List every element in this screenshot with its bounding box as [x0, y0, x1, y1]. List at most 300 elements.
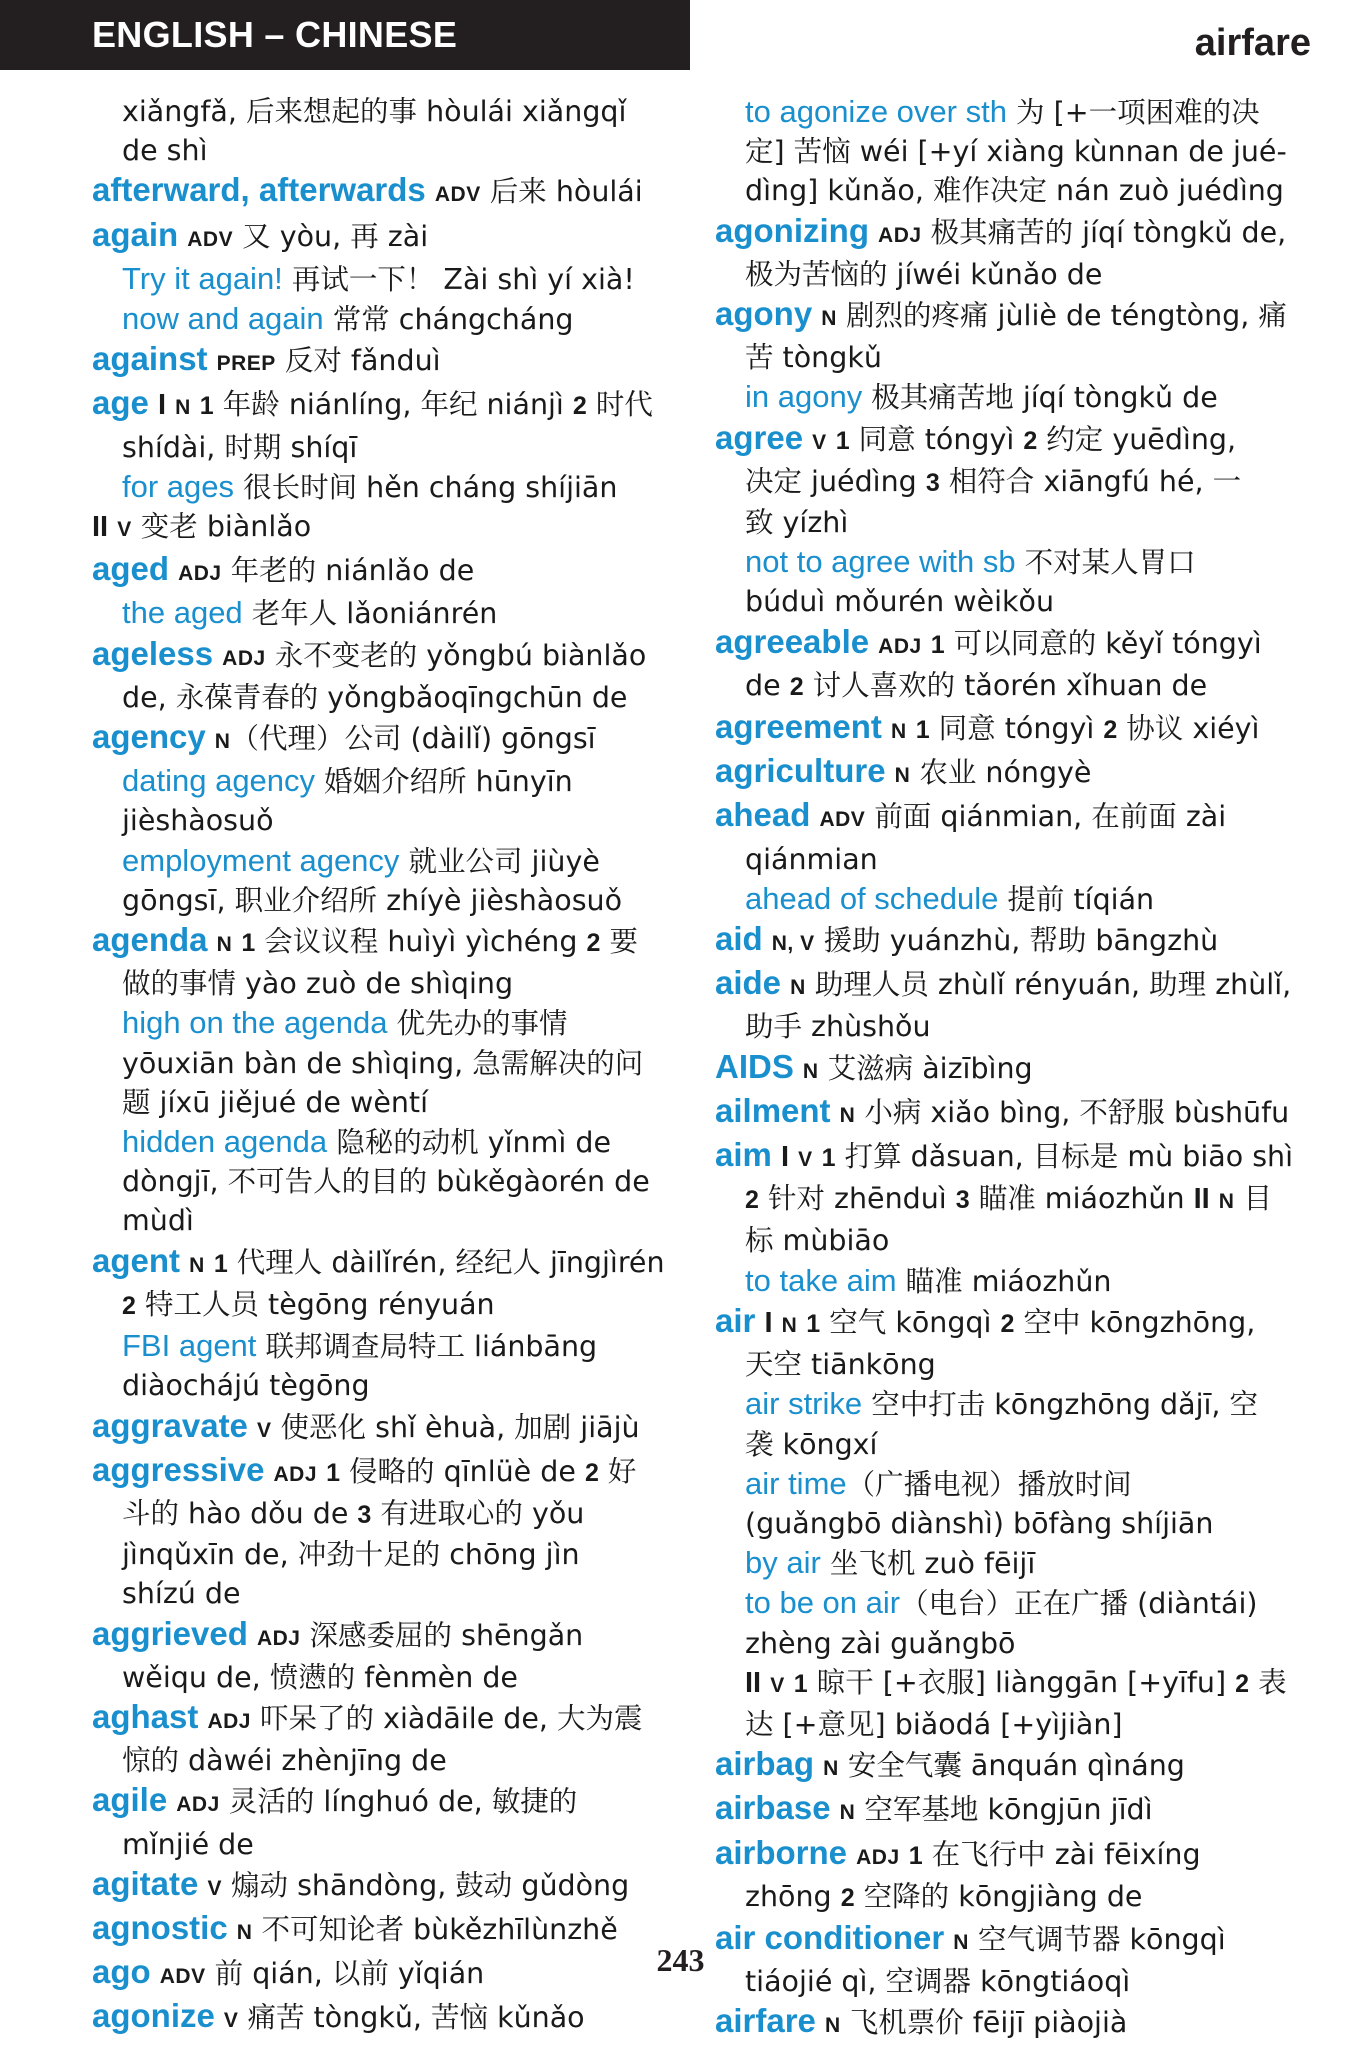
definition-text: 农业 nóngyè — [910, 756, 1092, 790]
definition-text — [803, 423, 812, 456]
dictionary-entry — [715, 795, 1325, 839]
definition-text: xiǎngfǎ, 后来想起的事 hòulái xiǎngqǐ — [122, 95, 627, 128]
dictionary-entry — [715, 2001, 1325, 2045]
definition-text: 惊的 dàwéi zhènjīng de — [122, 1744, 447, 1778]
part-of-speech: V — [207, 1876, 222, 1900]
dictionary-entry — [715, 1091, 1325, 1135]
part-of-speech: V — [223, 2009, 239, 2033]
definition-text — [763, 924, 772, 957]
definition-text: gōngsī, 职业介绍所 zhíyè jièshàosuǒ — [122, 883, 623, 917]
entry-continuation — [715, 1179, 1325, 1221]
part-of-speech: N — [790, 976, 806, 1000]
phrase-term: to take aim — [745, 1262, 897, 1298]
entry-continuation — [715, 1877, 1325, 1918]
definition-text — [208, 344, 217, 377]
entry-continuation — [92, 1162, 692, 1201]
part-of-speech: ADJ — [178, 562, 222, 586]
sense-number: 2 — [840, 1883, 855, 1912]
definition-text: de shì — [122, 134, 208, 168]
definition-text — [816, 2006, 825, 2039]
part-of-speech: N — [823, 1757, 839, 1781]
entry-continuation — [715, 666, 1325, 707]
definition-text — [317, 1455, 326, 1488]
definition-text: 特工人员 tègōng rényuán — [135, 1287, 495, 1321]
entry-continuation — [92, 428, 692, 467]
sense-number: 1 — [793, 1669, 808, 1698]
headword: agent — [92, 1241, 181, 1279]
dictionary-entry — [92, 215, 692, 259]
sense-number: 3 — [357, 1500, 372, 1529]
definition-text: 深感委屈的 shēngǎn — [300, 1618, 584, 1652]
definition-text: 相符合 xiāngfú hé, 一 — [939, 464, 1242, 498]
dictionary-entry — [92, 1780, 692, 1824]
definition-text: 空气调节器 kōngqì — [968, 1922, 1226, 1956]
definition-text — [789, 1140, 798, 1173]
headword: agriculture — [715, 752, 886, 790]
phrase-term: for ages — [122, 468, 235, 504]
definition-text — [206, 722, 215, 755]
entry-continuation — [715, 582, 1325, 621]
entry-continuation — [715, 171, 1325, 210]
definition-text: 后来 hòulái — [480, 175, 643, 209]
part-of-speech: ADJ — [176, 1793, 220, 1817]
definition-text — [248, 1411, 257, 1444]
entry-continuation — [715, 1663, 1325, 1705]
entry-continuation — [715, 462, 1325, 503]
part-of-speech: ADJ — [273, 1462, 318, 1486]
dictionary-entry — [715, 919, 1325, 963]
part-of-speech: N — [214, 730, 231, 754]
part-of-speech: N — [894, 764, 911, 788]
definition-text: 题 jíxū jiějué de wèntí — [122, 1085, 429, 1119]
entry-continuation — [92, 881, 692, 920]
part-of-speech: N — [236, 1920, 253, 1944]
definition-text: tiáojié qì, 空调器 kōngtiáoqì — [745, 1965, 1131, 1999]
entry-continuation — [715, 1425, 1325, 1464]
headword: airbag — [715, 1745, 815, 1783]
entry-continuation — [92, 1535, 692, 1574]
definition-text: 不可知论者 bùkězhīlùnzhě — [252, 1912, 618, 1946]
definition-text — [781, 968, 790, 1001]
headword: aggravate — [92, 1406, 248, 1444]
headword: afterward, afterwards — [92, 171, 426, 209]
entry-phrase — [92, 761, 692, 801]
definition-text: 做的事情 yào zuò de shìqing — [122, 967, 514, 1001]
definition-text: 时代 — [586, 388, 653, 422]
part-of-speech: V — [770, 1673, 785, 1697]
entry-continuation — [92, 1366, 692, 1405]
sense-number: 2 — [745, 1186, 759, 1215]
sense-number: 1 — [835, 426, 850, 455]
entry-phrase — [715, 879, 1325, 919]
phrase-term: air strike — [745, 1386, 863, 1422]
definition-text — [814, 1749, 823, 1782]
definition-text: 表 — [1249, 1665, 1287, 1699]
part-of-speech: ADV — [434, 183, 481, 207]
sense-number: 1 — [241, 929, 256, 958]
definition-text: yōuxiān bàn de shìqing, 急需解决的问 — [122, 1046, 644, 1080]
definition-text: 有进取心的 yǒu — [371, 1496, 585, 1530]
entry-continuation — [92, 92, 692, 131]
definition-text: 空军基地 kōngjūn jīdì — [855, 1793, 1153, 1827]
definition-text: 针对 zhēnduì — [758, 1182, 956, 1216]
part-of-speech: N — [824, 2014, 841, 2038]
definition-text: 约定 yuēdìng, — [1037, 422, 1237, 456]
definition-text — [813, 1140, 822, 1173]
entry-phrase — [92, 1122, 692, 1162]
part-of-speech: ADJ — [856, 1845, 900, 1869]
definition-text: 永不变老的 yǒngbú biànlǎo — [265, 638, 647, 672]
entry-continuation — [92, 1083, 692, 1122]
phrase-term: ahead of schedule — [745, 880, 999, 916]
definition-text: 打算 dǎsuan, 目标是 mù biāo shì — [835, 1140, 1294, 1174]
part-of-speech: ADV — [819, 808, 866, 832]
definition-text — [167, 1785, 176, 1818]
definition-text — [215, 2001, 224, 2034]
sense-number: 2 — [584, 1458, 599, 1487]
definition-text: 极其痛苦的 jíqí tòngkǔ de, — [921, 215, 1287, 249]
definition-text — [827, 423, 836, 456]
definition-text — [831, 1793, 840, 1826]
definition-text: 讨人喜欢的 tǎorén xǐhuan de — [803, 668, 1208, 702]
part-of-speech: ADV — [187, 227, 234, 251]
definition-text: 安全气囊 ānquán qìnáng — [838, 1749, 1185, 1783]
definition-text: 好 — [598, 1454, 637, 1488]
entry-continuation — [715, 1221, 1325, 1260]
definition-text — [869, 216, 878, 249]
headword: ailment — [715, 1091, 831, 1129]
entry-continuation — [715, 503, 1325, 542]
definition-text: 不对某人胃口 — [1015, 546, 1196, 580]
part-of-speech: PREP — [216, 352, 276, 376]
headword: airfare — [715, 2002, 816, 2040]
phrase-term: hidden agenda — [122, 1124, 328, 1160]
part-of-speech: N — [1218, 1190, 1235, 1214]
definition-text — [831, 1096, 840, 1129]
definition-text: 反对 fǎnduì — [275, 344, 441, 378]
dictionary-entry — [715, 1788, 1325, 1832]
dictionary-entry — [92, 717, 692, 761]
dictionary-entry — [92, 507, 692, 549]
sense-number: 3 — [955, 1186, 970, 1215]
definition-text: 天空 tiānkōng — [745, 1348, 936, 1382]
headword: agency — [92, 718, 206, 756]
definition-text — [882, 712, 891, 745]
definition-text — [1210, 1182, 1219, 1215]
dictionary-entry — [92, 1406, 692, 1450]
roman-numeral: II — [1193, 1183, 1210, 1216]
definition-text — [773, 1306, 782, 1339]
definition-text — [108, 510, 117, 543]
entry-continuation — [715, 132, 1325, 171]
definition-text: búduì mǒurén wèikǒu — [745, 585, 1055, 619]
definition-text: de — [745, 668, 790, 702]
headword: agile — [92, 1781, 168, 1819]
headword: agitate — [92, 1864, 199, 1902]
entry-continuation — [715, 255, 1325, 294]
sense-number: 1 — [821, 1144, 836, 1173]
part-of-speech: V — [812, 430, 827, 454]
definition-text: 老年人 lǎoniánrén — [242, 597, 498, 631]
definition-text: 极为苦恼的 jíwéi kǔnǎo de — [745, 257, 1103, 291]
definition-text — [426, 175, 435, 208]
definition-text: 又 yòu, 再 zài — [233, 219, 429, 253]
dictionary-entry — [92, 634, 692, 678]
dictionary-entry — [92, 383, 692, 427]
definition-text — [205, 1246, 214, 1279]
dictionary-entry — [92, 1996, 692, 2040]
sense-number: 2 — [572, 392, 587, 421]
phrase-term: to agonize over sth — [745, 94, 1007, 129]
definition-text: 年龄 niánlíng, 年纪 niánjì — [213, 388, 573, 422]
part-of-speech: N — [781, 1313, 798, 1337]
definition-text — [922, 627, 931, 660]
definition-text — [812, 299, 821, 332]
definition-text — [886, 756, 895, 789]
dictionary-entry — [715, 294, 1325, 338]
left-column — [92, 92, 692, 2041]
definition-text — [785, 1666, 794, 1699]
dictionary-entry — [715, 1833, 1325, 1877]
definition-text — [794, 1052, 803, 1085]
entry-continuation — [715, 1624, 1325, 1663]
phrase-term: the aged — [122, 595, 243, 631]
dictionary-entry — [715, 707, 1325, 751]
definition-text: 飞机票价 fēijī piàojià — [840, 2006, 1128, 2040]
sense-number: 1 — [326, 1458, 340, 1487]
entry-continuation — [92, 1044, 692, 1083]
definition-text: （广播电视）播放时间 — [846, 1467, 1132, 1501]
part-of-speech: N — [839, 1103, 856, 1127]
definition-text: wěiqu de, 愤懑的 fènmèn de — [122, 1660, 518, 1694]
part-of-speech: N — [890, 720, 907, 744]
entry-phrase — [92, 841, 692, 881]
part-of-speech: ADV — [159, 1965, 206, 1989]
dictionary-entry — [92, 1864, 692, 1908]
dictionary-entry — [92, 339, 692, 383]
roman-numeral: II — [745, 1666, 762, 1699]
definition-text — [178, 220, 187, 253]
entry-phrase — [92, 1326, 692, 1366]
part-of-speech: V — [256, 1418, 272, 1442]
dictionary-entry — [92, 1697, 692, 1741]
page-number: 243 — [656, 1942, 705, 1978]
headword: agonizing — [715, 211, 869, 249]
dictionary-entry — [715, 1301, 1325, 1345]
headword: agreement — [715, 708, 882, 746]
sense-number: 1 — [806, 1309, 821, 1338]
phrase-term: Try it again! — [122, 260, 283, 296]
sense-number: 2 — [1000, 1309, 1015, 1338]
definition-text — [232, 925, 241, 958]
definition-text — [264, 1455, 273, 1488]
definition-text: 瞄准 miáozhǔn — [969, 1182, 1194, 1216]
definition-text: 斗的 hào dǒu de — [122, 1496, 358, 1530]
definition-text: 为 [+一项困难的决 — [1006, 96, 1260, 129]
part-of-speech: N — [953, 1930, 969, 1954]
definition-text: 同意 tóngyì — [929, 712, 1104, 746]
headword: aim — [715, 1136, 772, 1174]
dictionary-entry — [92, 549, 692, 593]
dictionary-entry — [715, 1135, 1325, 1179]
definition-text: 很长时间 hěn cháng shíjiān — [234, 470, 618, 504]
entry-phrase — [715, 1543, 1325, 1583]
sense-number: 2 — [789, 672, 804, 701]
definition-text — [847, 1838, 856, 1871]
entry-continuation — [715, 338, 1325, 377]
definition-text: 苦 tòngkǔ — [745, 341, 882, 375]
definition-text — [228, 1913, 237, 1946]
entry-continuation — [92, 1285, 692, 1326]
entry-phrase — [715, 542, 1325, 582]
definition-text: 痛苦 tòngkǔ, 苦恼 kǔnǎo — [238, 2001, 585, 2035]
definition-text: 变老 biànlǎo — [131, 510, 312, 544]
definition-text: 定] 苦恼 wéi [+yí xiàng kùnnan de jué- — [745, 135, 1287, 169]
dictionary-entry — [92, 1614, 692, 1658]
entry-continuation — [92, 131, 692, 170]
headword: airborne — [715, 1833, 848, 1871]
definition-text: diàochájú tègōng — [122, 1369, 370, 1403]
entry-continuation — [92, 1574, 692, 1613]
part-of-speech: N — [175, 396, 191, 420]
right-column — [715, 92, 1325, 2046]
definition-text: de, 永葆青春的 yǒngbǎoqīngchūn de — [122, 680, 628, 714]
headword: ago — [92, 1953, 151, 1991]
definition-text: 瞄准 miáozhǔn — [896, 1264, 1112, 1298]
phrase-term: now and again — [122, 301, 324, 337]
headword: air conditioner — [715, 1918, 945, 1956]
definition-text: 助手 zhùshǒu — [745, 1010, 931, 1044]
dictionary-entry — [715, 211, 1325, 255]
dictionary-entry — [92, 170, 692, 214]
section-header-bar — [0, 0, 690, 70]
dictionary-entry — [92, 1450, 692, 1494]
entry-continuation — [92, 678, 692, 717]
sense-number: 3 — [925, 468, 940, 497]
dictionary-entry — [715, 751, 1325, 795]
definition-text: dìng] kǔnǎo, 难作决定 nán zuò juédìng — [745, 174, 1284, 208]
entry-phrase — [92, 259, 692, 299]
definition-text: 优先办的事情 — [387, 1007, 568, 1041]
definition-text — [191, 388, 200, 421]
section-title: ENGLISH – CHINESE — [92, 14, 458, 55]
part-of-speech: N — [216, 933, 233, 957]
sense-number: 1 — [213, 1249, 228, 1278]
definition-text: 决定 juédìng — [745, 464, 926, 498]
definition-text — [149, 388, 158, 421]
part-of-speech: V — [798, 1148, 813, 1172]
definition-text: 要 — [600, 925, 638, 959]
entry-phrase — [715, 1261, 1325, 1301]
headword: aid — [715, 920, 763, 958]
definition-text — [797, 1306, 806, 1339]
definition-text: 同意 tóngyì — [849, 422, 1024, 456]
definition-text: 坐飞机 zuò fēijī — [820, 1547, 1036, 1581]
entry-continuation — [92, 1494, 692, 1535]
part-of-speech: ADJ — [207, 1709, 251, 1733]
definition-text: 剧烈的疼痛 jùliè de téngtòng, 痛 — [836, 299, 1287, 333]
dictionary-entry — [92, 1241, 692, 1285]
headword: airbase — [715, 1789, 831, 1827]
headword: air — [715, 1301, 756, 1339]
headword: aged — [92, 550, 170, 588]
entry-continuation — [92, 1741, 692, 1780]
entry-phrase — [715, 92, 1325, 132]
entry-continuation — [715, 1705, 1325, 1744]
definition-text — [900, 1838, 909, 1871]
phrase-term: by air — [745, 1545, 821, 1581]
definition-text: 小病 xiǎo bìng, 不舒服 bùshūfu — [855, 1095, 1290, 1129]
definition-text: 会议议程 huìyì yìchéng — [255, 925, 587, 959]
phrase-term: air time — [745, 1465, 847, 1501]
guide-word: airfare — [1194, 22, 1311, 64]
entry-phrase — [92, 299, 692, 339]
phrase-term: employment agency — [122, 842, 400, 878]
entry-continuation — [92, 1658, 692, 1697]
entry-phrase — [715, 1384, 1325, 1424]
definition-text: 空中打击 kōngzhōng dǎjī, 空 — [862, 1388, 1259, 1422]
definition-text: 前 qián, 以前 yǐqián — [205, 1957, 485, 1991]
part-of-speech: ADJ — [256, 1626, 301, 1650]
part-of-speech: ADJ — [222, 646, 266, 670]
definition-text: 艾滋病 àizībìng — [818, 1051, 1033, 1085]
definition-text: 空气 kōngqì — [820, 1305, 1001, 1339]
definition-text: 提前 tíqián — [998, 882, 1155, 916]
sense-number: 1 — [930, 630, 945, 659]
definition-text: 隐秘的动机 yǐnmì de — [327, 1126, 611, 1160]
dictionary-entry — [715, 1047, 1325, 1091]
definition-text: 前面 qiánmian, 在前面 zài — [865, 800, 1227, 834]
entry-continuation — [92, 1825, 692, 1864]
definition-text: (guǎngbō diànshì) bōfàng shíjiān — [745, 1506, 1214, 1540]
part-of-speech: ADJ — [878, 223, 922, 247]
headword: aggressive — [92, 1450, 265, 1488]
headword: agenda — [92, 921, 208, 959]
definition-text — [169, 554, 178, 587]
definition-text: 空中 kōngzhōng, — [1014, 1305, 1256, 1339]
dictionary-entry — [92, 920, 692, 964]
sense-number: 2 — [1023, 426, 1038, 455]
headword: aggrieved — [92, 1614, 248, 1652]
roman-numeral: II — [92, 511, 109, 544]
definition-text — [180, 1246, 189, 1279]
definition-text — [772, 1140, 781, 1173]
dictionary-entry — [715, 418, 1325, 462]
definition-text: mùdì — [122, 1204, 194, 1238]
phrase-term: not to agree with sb — [745, 544, 1016, 580]
headword: AIDS — [715, 1047, 794, 1085]
definition-text: qiánmian — [745, 842, 878, 876]
definition-text: 极其痛苦地 jíqí tòngkǔ de — [862, 381, 1218, 415]
definition-text: jièshàosuǒ — [122, 804, 274, 838]
definition-text — [166, 388, 175, 421]
definition-text: 援助 yuánzhù, 帮助 bāngzhù — [814, 924, 1219, 958]
headword: against — [92, 340, 208, 378]
headword: agonize — [92, 1997, 215, 2035]
dictionary-entry — [715, 963, 1325, 1007]
definition-text: shídài, 时期 shíqī — [122, 430, 358, 464]
definition-text: dòngjī, 不可告人的目的 bùkěgàorén de — [122, 1165, 650, 1199]
definition-text: 助理人员 zhùlǐ rényuán, 助理 zhùlǐ, — [805, 968, 1292, 1002]
definition-text: （电台）正在广播 (diàntái) — [900, 1587, 1258, 1621]
sense-number: 2 — [122, 1291, 136, 1320]
definition-text: 袭 kōngxí — [745, 1427, 878, 1461]
entry-phrase — [92, 1003, 692, 1043]
definition-text — [761, 1666, 770, 1699]
sense-number: 2 — [1235, 1669, 1250, 1698]
sense-number: 1 — [908, 1841, 923, 1870]
entry-continuation — [715, 840, 1325, 879]
